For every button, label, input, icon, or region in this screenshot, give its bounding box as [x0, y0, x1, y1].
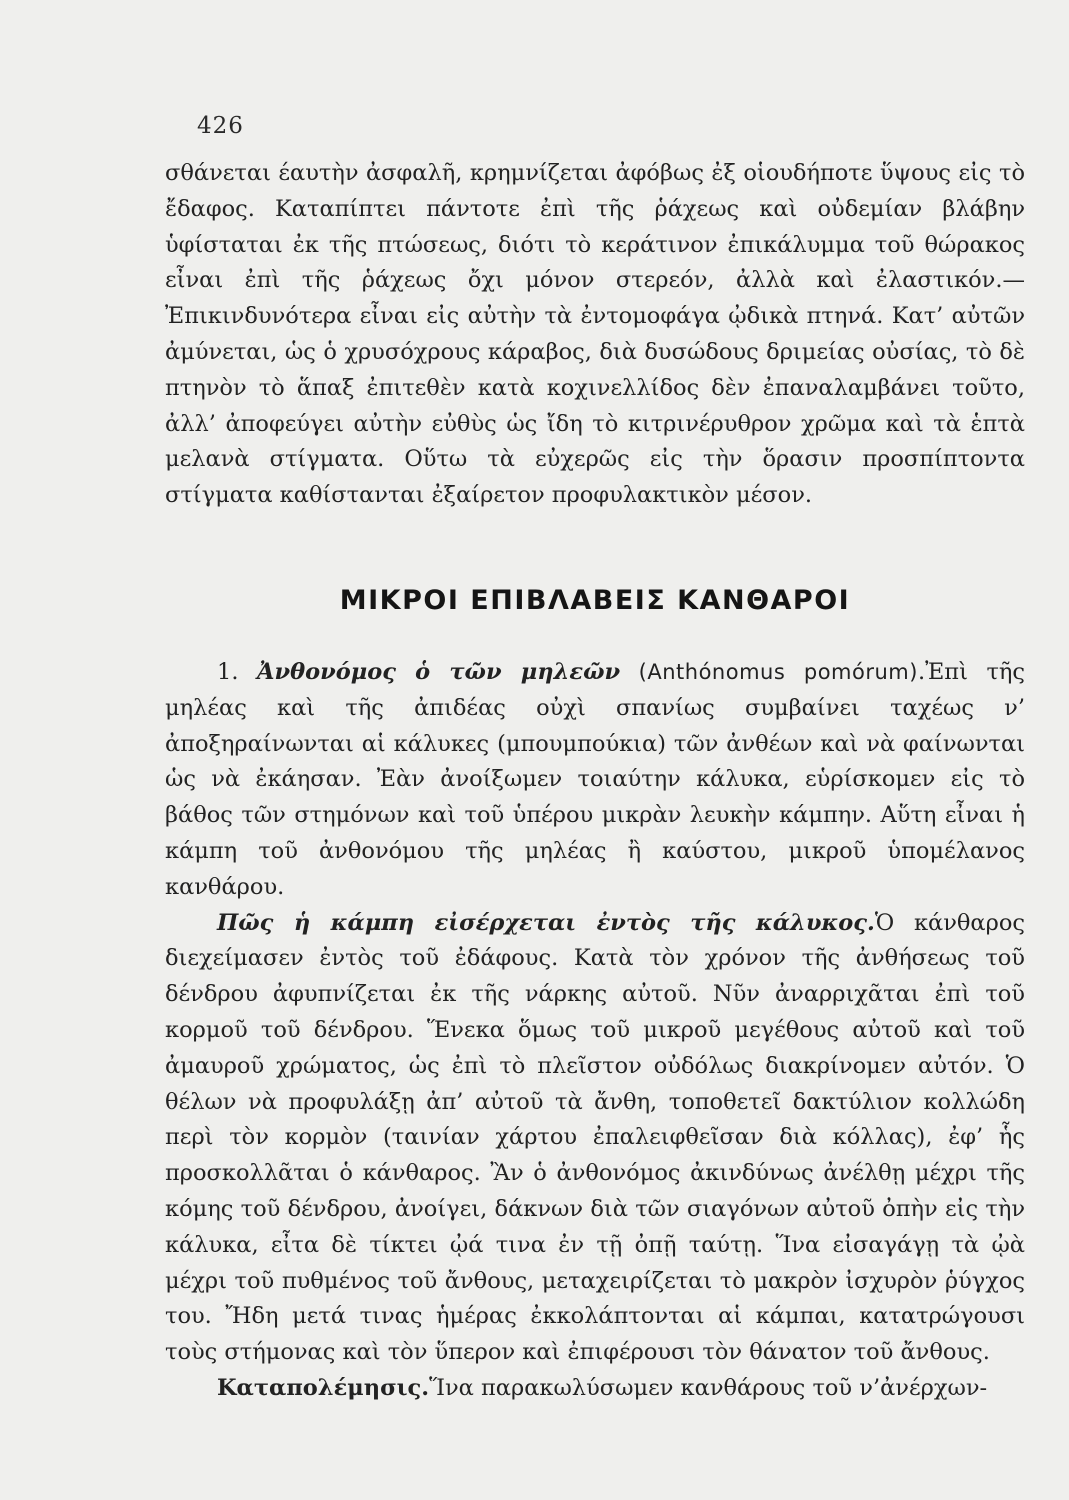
- section-heading: ΜΙΚΡΟΙ ΕΠΙΒΛΑΒΕΙΣ ΚΑΝΘΑΡΟΙ: [339, 585, 851, 616]
- page-number: 426: [197, 113, 244, 139]
- main-text-block: [165, 655, 1025, 1407]
- entry-1-number: 1.: [217, 659, 239, 685]
- entry-2-paragraph: [165, 906, 1025, 1371]
- entry-1-paragraph: [165, 655, 1025, 906]
- entry-3-term: Καταπολέμησις.: [217, 1374, 430, 1401]
- intro-paragraph-block: [165, 156, 1025, 514]
- entry-1-term: Ἀνθονόμος ὁ τῶν μηλεῶν: [257, 659, 621, 685]
- intro-paragraph: σθάνεται έαυτὴν ἀσφαλῆ, κρημνίζεται ἀφόβως ἐξ οἱουδήποτε ὕψους εἰς τὸ ἔδαφος. Καταπίπτει πάντοτε ἐπὶ τῆς ῥάχεως καὶ οὐδεμίαν βλάβην ὑφίσταται ἐκ τῆς πτώσεως, διότι τὸ κεράτινον ἐπικάλυμμα τοῦ θώρακος εἶναι ἐπὶ τῆς ῥάχεως ὄχι μόνον στερεόν, ἀλλὰ καὶ ἐλαστικόν.—Ἐπικινδυνότερα εἶναι εἰς αὐτὴν τὰ ἐντομοφάγα ᾠδικὰ πτηνά. Κατ’ αὐτῶν ἀμύνεται, ὡς ὁ χρυσόχρους κάραβος, διὰ δυσώδους δριμείας οὐσίας, τὸ δὲ πτηνὸν τὸ ἅπαξ ἐπιτεθὲν κατὰ κοχινελλίδος δὲν ἐπαναλαμβάνει τοῦτο, ἀλλ’ ἀποφεύγει αὐτὴν εὐθὺς ὡς ἴδη τὸ κιτρινέρυθρον χρῶμα καὶ τὰ ἑπτὰ μελανὰ στίγματα. Οὕτω τὰ εὐχερῶς εἰς τὴν ὅρασιν προσπίπτοντα στίγματα καθίστανται ἐξαίρετον προφυλακτικὸν μέσον.: [165, 160, 1025, 509]
- entry-2-text: Ὁ κάνθαρος διεχείμασεν ἐντὸς τοῦ ἐδάφους. Κατὰ τὸν χρόνον τῆς ἀνθήσεως τοῦ δένδρου ἀφυπνίζεται ἐκ τῆς νάρκης αὐτοῦ. Νῦν ἀναρριχᾶται ἐπὶ τοῦ κορμοῦ τοῦ δένδρου. Ἕνεκα ὅμως τοῦ μικροῦ μεγέθους αὐτοῦ καὶ τοῦ ἀμαυροῦ χρώματος, ὡς ἐπὶ τὸ πλεῖστον οὐδόλως διακρίνομεν αὐτόν. Ὁ θέλων νὰ προφυλάξῃ ἀπ’ αὐτοῦ τὰ ἄνθη, τοποθετεῖ δακτύλιον κολλώδη περὶ τὸν κορμὸν (ταινίαν χάρτου ἐπαλειφθεῖσαν διὰ κόλλας), ἐφ’ ἧς προσκολλᾶται ὁ κάνθαρος. Ἂν ὁ ἀνθονόμος ἀκινδύνως ἀνέλθῃ μέχρι τῆς κόμης τοῦ δένδρου, ἀνοίγει, δάκνων διὰ τῶν σιαγόνων αὐτοῦ ὀπὴν εἰς τὴν κάλυκα, εἶτα δὲ τίκτει ᾠά τινα ἐν τῇ ὀπῇ ταύτῃ. Ἵνα εἰσαγάγῃ τὰ ᾠὰ μέχρι τοῦ πυθμένος τοῦ ἄνθους, μεταχειρίζεται τὸ μακρὸν ἰσχυρὸν ῥύγχος του. Ἤδη μετά τινας ἡμέρας ἐκκολάπτονται αἱ κάμπαι, κατατρώγουσι τοὺς στήμονας καὶ τὸν ὕπερον καὶ ἐπιφέρουσι τὸν θάνατον τοῦ ἄνθους.: [165, 909, 1025, 1366]
- entry-3-paragraph: [165, 1371, 1025, 1407]
- entry-1-latin-name: (Anthónomus pomórum): [638, 660, 918, 684]
- entry-2-term: Πῶς ἡ κάμπη εἰσέρχεται ἐντὸς τῆς κάλυκος.: [217, 909, 875, 936]
- entry-3-text: Ἵνα παρακωλύσωμεν κανθάρους τοῦ ν’ἀνέρχων-: [429, 1374, 988, 1401]
- entry-1-text: .Ἐπὶ τῆς μηλέας καὶ τῆς ἀπιδέας οὐχὶ σπανίως συμβαίνει ταχέως ν’ ἀποξηραίνωνται αἱ κάλυκες (μπουμπούκια) τῶν ἀνθέων καὶ νὰ φαίνωνται ὡς νὰ ἐκάησαν. Ἐὰν ἀνοίξωμεν τοιαύτην κάλυκα, εὑρίσκομεν εἰς τὸ βάθος τῶν στημόνων καὶ τοῦ ὑπέρου μικρὰν λευκὴν κάμπην. Αὕτη εἶναι ἡ κάμπη τοῦ ἀνθονόμου τῆς μηλέας ἢ καύστου, μικροῦ ὑπομέλανος κανθάρου.: [165, 659, 1025, 900]
